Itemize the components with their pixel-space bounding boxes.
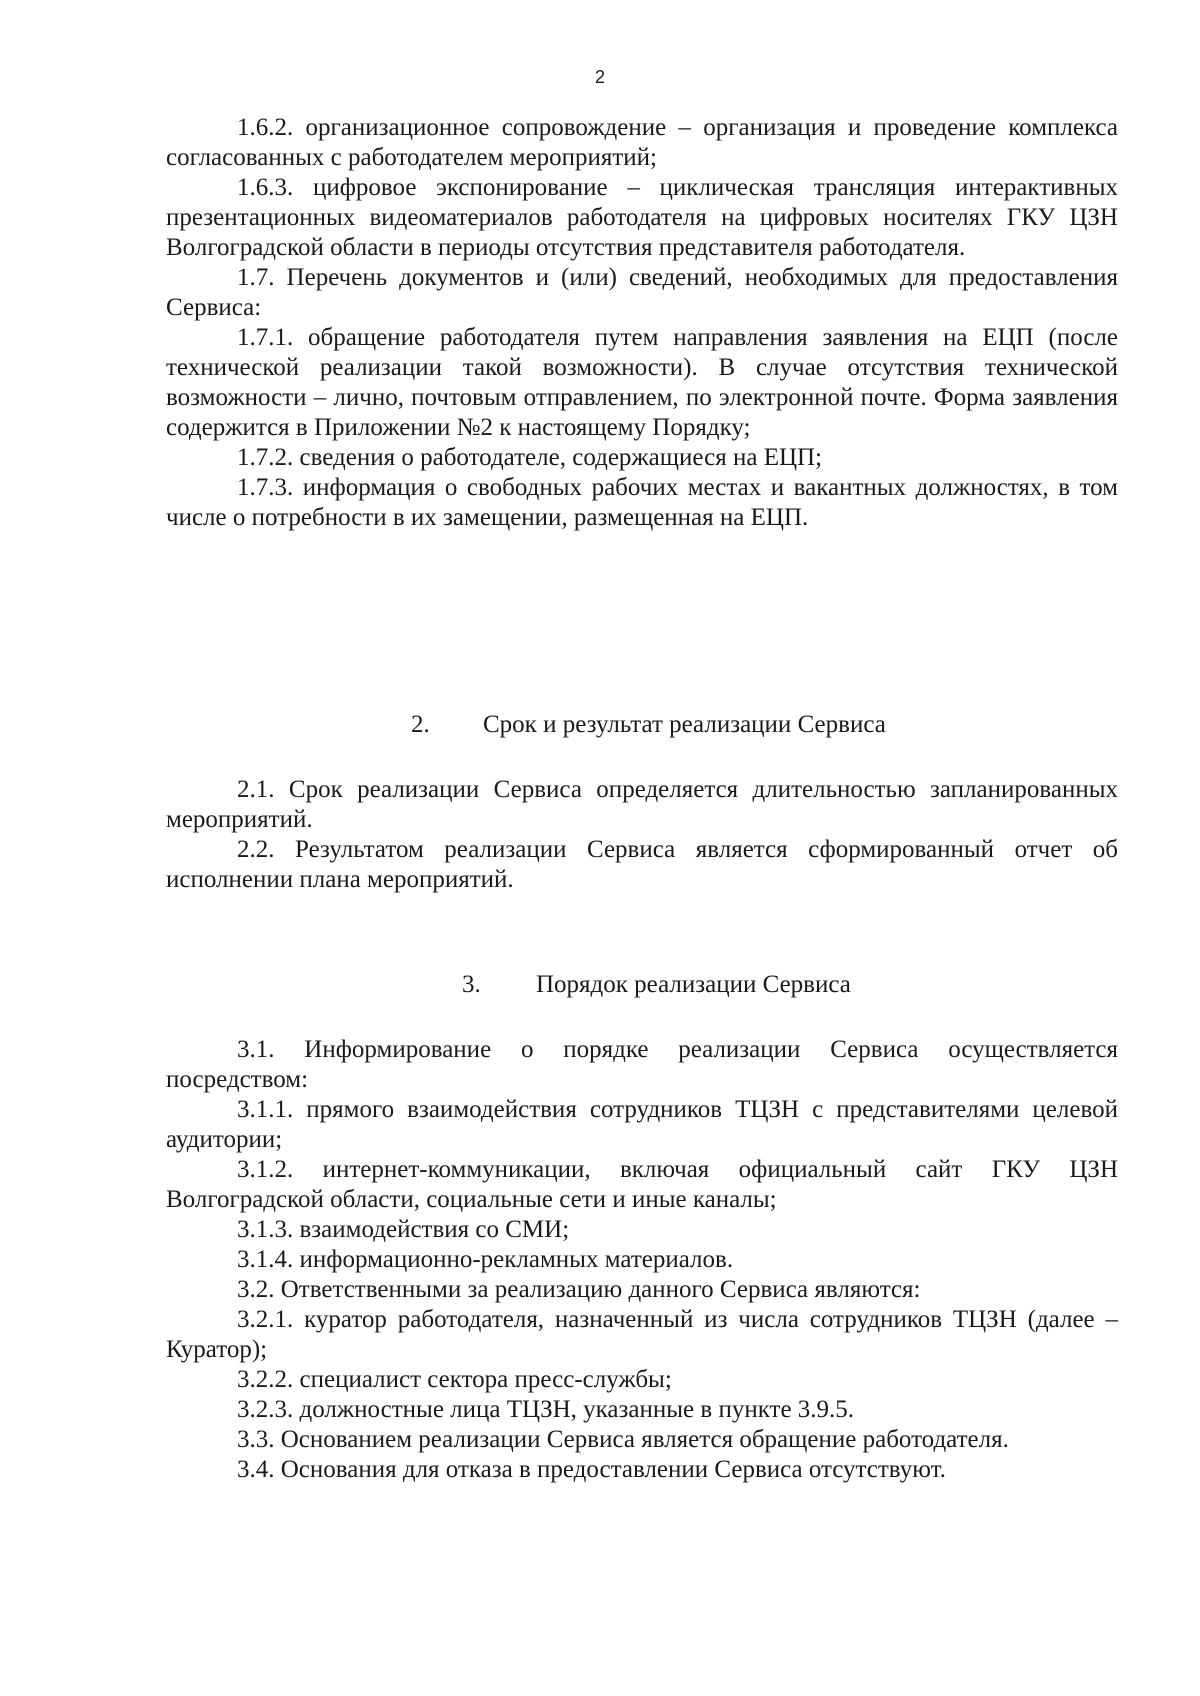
section3-title: Порядок реализации Сервиса — [536, 971, 851, 998]
section3-body — [166, 1035, 1118, 1485]
paragraph-3-4: 3.4. Основания для отказа в предоставлении Сервиса отсутствуют. — [237, 1456, 946, 1483]
paragraph-3-1: 3.1. Информирование о порядке реализации Сервиса осуществляется посредством: — [166, 1036, 1118, 1093]
paragraph-1-7-1: 1.7.1. обращение работодателя путем направления заявления на ЕЦП (после технической реализации такой возможности). В случае отсутствия технической возможности – лично, почтовым отправлением, по электронной почте. Форма заявления содержится в Приложении №2 к настоящему Порядку; — [166, 324, 1118, 441]
paragraph-3-2: 3.2. Ответственными за реализацию данного Сервиса являются: — [237, 1276, 921, 1303]
section1-continuation — [166, 113, 1118, 533]
paragraph-3-2-2: 3.2.2. специалист сектора пресс-службы; — [237, 1366, 672, 1393]
paragraph-1-7-2: 1.7.2. сведения о работодателе, содержащиеся на ЕЦП; — [237, 444, 823, 471]
paragraph-3-3: 3.3. Основанием реализации Сервиса является обращение работодателя. — [237, 1426, 1009, 1453]
paragraph-1-7-3: 1.7.3. информация о свободных рабочих местах и вакантных должностях, в том числе о потребности в их замещении, размещенная на ЕЦП. — [166, 474, 1118, 531]
paragraph-3-2-3: 3.2.3. должностные лица ТЦЗН, указанные в пункте 3.9.5. — [237, 1396, 855, 1423]
paragraph-1-6-2: 1.6.2. организационное сопровождение – организация и проведение комплекса согласованных с работодателем мероприятий; — [166, 114, 1118, 171]
page-number: 2 — [594, 67, 605, 87]
section3-number: 3. — [462, 971, 481, 998]
section2-title: Срок и результат реализации Сервиса — [483, 711, 886, 738]
paragraph-2-1: 2.1. Срок реализации Сервиса определяется длительностью запланированных мероприятий. — [166, 776, 1118, 833]
paragraph-3-1-1: 3.1.1. прямого взаимодействия сотрудников ТЦЗН с представителями целевой аудитории; — [166, 1096, 1118, 1153]
paragraph-2-2: 2.2. Результатом реализации Сервиса является сформированный отчет об исполнении плана мероприятий. — [166, 836, 1118, 893]
paragraph-3-2-1: 3.2.1. куратор работодателя, назначенный из числа сотрудников ТЦЗН (далее – Куратор); — [166, 1306, 1118, 1363]
section2-number: 2. — [411, 711, 430, 738]
paragraph-3-1-3: 3.1.3. взаимодействия со СМИ; — [237, 1216, 570, 1243]
section2-body — [166, 775, 1118, 895]
paragraph-1-6-3: 1.6.3. цифровое экспонирование – циклическая трансляция интерактивных презентационных видеоматериалов работодателя на цифровых носителях ГКУ ЦЗН Волгоградской области в периоды отсутствия представителя работодателя. — [166, 174, 1118, 261]
paragraph-3-1-2: 3.1.2. интернет-коммуникации, включая официальный сайт ГКУ ЦЗН Волгоградской области, социальные сети и иные каналы; — [166, 1156, 1118, 1213]
paragraph-1-7: 1.7. Перечень документов и (или) сведений, необходимых для предоставления Сервиса: — [166, 264, 1118, 321]
paragraph-3-1-4: 3.1.4. информационно-рекламных материалов. — [237, 1246, 734, 1273]
